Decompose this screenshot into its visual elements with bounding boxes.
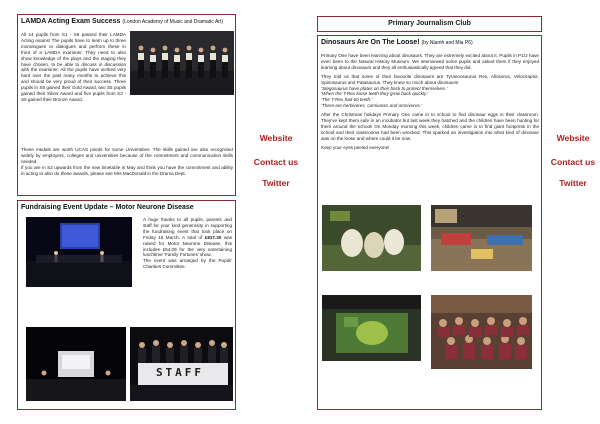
contact-us-link-right[interactable]: Contact us [550,157,596,167]
fundraising-photo-2 [130,327,233,401]
dinosaur-paragraph-2 [321,74,539,109]
fundraising-title: Fundraising Event Update – Motor Neurone Disease [21,204,194,211]
fundraising-text-a: A huge thanks to all pupils, parents and staff for your kind generosity in supporting the fundraising event that took place on Friday 16 March. A total of [143,217,232,240]
twitter-link-left[interactable]: Twitter [262,178,290,188]
twitter-link-right[interactable]: Twitter [559,178,587,188]
dinosaur-classroom-photo [431,205,532,271]
fundraising-paragraph-1 [143,217,232,258]
fundraising-article-box [17,200,236,410]
dinosaur-pupils-photo [431,295,532,369]
lamda-text-column [21,32,126,106]
lamda-title [21,18,235,25]
dinosaur-article-box [317,35,542,410]
fundraising-photo-1 [26,327,126,401]
dinosaur-footprint-photo [322,295,421,361]
website-link-right[interactable]: Website [556,133,590,143]
dinosaur-text [321,53,539,154]
dinosaur-title [321,39,540,46]
fundraising-amount: £817.30 [204,234,222,240]
fundraising-stage-photo [26,217,132,287]
lamda-text-full [21,147,233,180]
quote-2: ‘When the T-Rex loose teeth they grow back quickly.’ [321,91,429,97]
contact-us-link-left[interactable]: Contact us [253,157,299,167]
quote-4: ‘There are herbivores, carnivores and omnivores.’ [321,103,423,109]
lamda-subtitle: (London Academy of Music and Dramatic Art) [122,19,224,25]
dinosaur-byline: (by Niamh and Mia P6) [421,40,473,46]
dinosaur-paragraph-3: After the Christmas holidays Primary One came in to school to find dinosaur eggs in their classroom. They’ve kept them safe in an incubator but last week they hatched and the children have been hunting for them around the school! On Monday morning this week, children came in to find giant footprints in the school and their classrooms had been wrecked. This sparked an investigation into what kind of dinosaur was on the loose and where could it be now. [321,112,539,141]
lamda-title-text: LAMDA Acting Exam Success [21,18,121,25]
fundraising-text [143,217,232,273]
lamda-paragraph-3: If you are in S2 upwards from the new timetable in May and think you have the commitment and ability in acting to also do these awards, please see Mrs MacDonald in the Drama Dept. [21,165,233,177]
quote-1: ‘Stegosaurus have plates on their back to protect themselves.’ [321,85,448,91]
dinosaur-paragraph-1: Primary One have been learning about dinosaurs. They are extremely excited about it. Pupils in P1/2 have even been to the Natural History Museum. We interviewed some pupils and asked them if they enjoyed learning about dinosaurs and they all enthusiastically agreed that they did. [321,53,539,70]
staff-banner-text: STAFF [155,366,205,379]
journalism-header-title: Primary Journalism Club [388,20,471,27]
website-link-left[interactable]: Website [259,133,293,143]
fundraising-paragraph-2: The event was arranged by the Pupils’ Charities Committee. [143,258,232,270]
dinosaur-paragraph-4: Keep your eyes peeled everyone! [321,144,390,150]
lamda-article-box [17,14,236,196]
lamda-paragraph-2: These medals are worth UCAS points for some Universities. The skills gained are also recognised widely by employers, colleges and universities because of the commitment and communication skills needed. [21,147,233,164]
lamda-photo [130,31,234,95]
dinosaur-paragraph-2-text: They told us that some of their favourite dinosaurs are Tyrannosaurus Rex, Allosorus, Velociraptor, Spinosaurus and Patasaurus. They knew so much about dinosaurs! [321,73,539,85]
quote-3: ‘The T-Rex had 60 teeth.’ [321,97,373,103]
journalism-header-box [317,16,542,32]
fundraising-text-b: was raised for Motor Neurone Disease, this includes £64.09 for the very entertaining lunchtime ‘Family Fortunes’ show. [143,234,233,258]
dinosaur-eggs-photo [322,205,421,271]
lamda-paragraph-1: All 14 pupils from S1 - S6 passed their LAMDA Acting exams! The pupils have to learn up to three monologues or dialogues and perform these in front of a LAMDA examiner. They need to also show knowledge of the plays and the staging they have chosen, to be able to discuss in discussion with the examiner. All the pupils have worked very hard over the past many months to achieve this and should be very proud of their success. Three pupils in S6 gained their Gold Award, two S5 pupils gained their Silver Award and five pupils from S3 - S5 gained their Bronze Award. [21,32,126,102]
dinosaur-title-text: Dinosaurs Are On The Loose! [321,39,420,46]
